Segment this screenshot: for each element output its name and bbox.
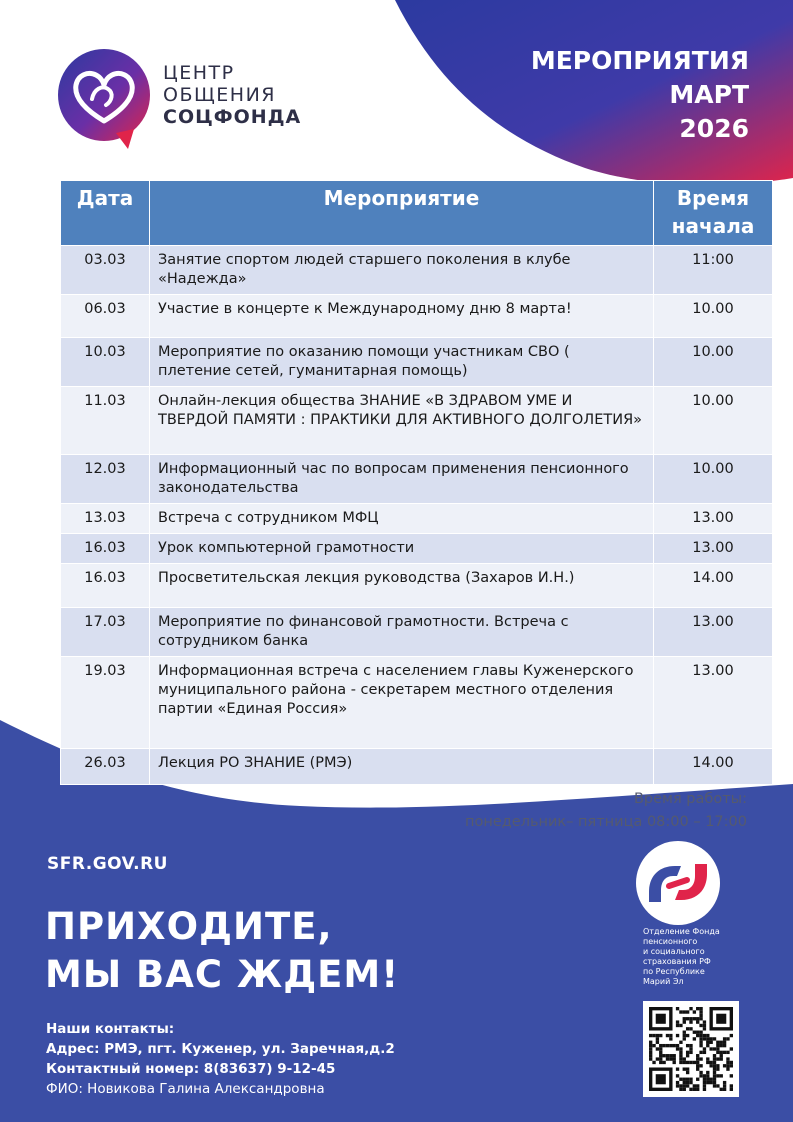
table-row xyxy=(61,387,773,455)
title-line-2: МАРТ xyxy=(669,80,749,109)
sfr-caption-line: страхования РФ xyxy=(643,957,711,966)
row-date: 03.03 xyxy=(61,246,150,295)
logo-wordmark xyxy=(163,62,301,128)
welcome-line-2: МЫ ВАС ЖДЕМ! xyxy=(45,953,400,996)
title-line-3: 2026 xyxy=(679,114,749,143)
row-date: 12.03 xyxy=(61,455,150,504)
row-time: 13.00 xyxy=(654,504,773,534)
row-event: Встреча с сотрудником МФЦ xyxy=(150,504,654,534)
qr-code xyxy=(643,1001,739,1097)
row-date: 19.03 xyxy=(61,657,150,749)
table-row xyxy=(61,455,773,504)
sfr-caption-line: и социального xyxy=(643,947,705,956)
logo-line-3: СОЦФОНДА xyxy=(163,106,302,128)
sfr-logo-icon xyxy=(635,840,721,926)
contacts-address: Адрес: РМЭ, пгт. Куженер, ул. Заречная,д.2 xyxy=(46,1041,395,1057)
row-time: 14.00 xyxy=(654,749,773,785)
row-event: Онлайн-лекция общества ЗНАНИЕ «В ЗДРАВОМ УМЕ И ТВЕРДОЙ ПАМЯТИ : ПРАКТИКИ ДЛЯ АКТИВНОГО ДОЛГОЛЕТИЯ» xyxy=(150,387,654,455)
sfr-caption xyxy=(643,927,753,987)
row-date: 17.03 xyxy=(61,608,150,657)
row-time: 11:00 xyxy=(654,246,773,295)
row-date: 16.03 xyxy=(61,534,150,564)
logo-line-1: ЦЕНТР xyxy=(163,62,235,84)
work-hours xyxy=(465,788,747,834)
row-time: 13.00 xyxy=(654,534,773,564)
row-event: Информационный час по вопросам применения пенсионного законодательства xyxy=(150,455,654,504)
row-event: Занятие спортом людей старшего поколения в клубе «Надежда» xyxy=(150,246,654,295)
work-hours-value: понедельник– пятница 08:00 – 17:00 xyxy=(465,814,747,830)
row-time: 13.00 xyxy=(654,608,773,657)
website-link[interactable]: SFR.GOV.RU xyxy=(47,854,168,874)
sfr-caption-line: по Республике xyxy=(643,967,705,976)
heart-speech-bubble-icon xyxy=(50,45,158,155)
table-row xyxy=(61,564,773,608)
sfr-caption-line: Марий Эл xyxy=(643,977,684,986)
sfr-caption-line: пенсионного xyxy=(643,937,698,946)
row-date: 10.03 xyxy=(61,338,150,387)
sfr-caption-line: Отделение Фонда xyxy=(643,927,720,936)
welcome-line-1: ПРИХОДИТЕ, xyxy=(45,905,333,948)
table-row xyxy=(61,246,773,295)
qr-code-icon xyxy=(643,1001,739,1097)
table-row xyxy=(61,534,773,564)
row-event: Информационная встреча с населением главы Куженерского муниципального района - секретарем местного отделения партии «Единая Россия» xyxy=(150,657,654,749)
table-row xyxy=(61,608,773,657)
table-row xyxy=(61,338,773,387)
contacts-block xyxy=(46,1019,395,1099)
contacts-heading: Наши контакты: xyxy=(46,1021,175,1037)
title-line-1: МЕРОПРИЯТИЯ xyxy=(530,46,749,75)
row-time: 10.00 xyxy=(654,295,773,338)
row-time: 10.00 xyxy=(654,387,773,455)
row-time: 10.00 xyxy=(654,338,773,387)
row-time: 10.00 xyxy=(654,455,773,504)
table-row xyxy=(61,295,773,338)
column-header-date: Дата xyxy=(61,181,150,246)
contacts-phone: Контактный номер: 8(83637) 9-12-45 xyxy=(46,1061,336,1077)
table-row xyxy=(61,657,773,749)
table-header-row xyxy=(61,181,773,246)
row-date: 26.03 xyxy=(61,749,150,785)
row-event: Участие в концерте к Международному дню 8 марта! xyxy=(150,295,654,338)
row-event: Лекция РО ЗНАНИЕ (РМЭ) xyxy=(150,749,654,785)
table-row xyxy=(61,504,773,534)
work-hours-label: Время работы: xyxy=(633,791,747,807)
row-date: 13.03 xyxy=(61,504,150,534)
column-header-event: Мероприятие xyxy=(150,181,654,246)
table-row xyxy=(61,749,773,785)
row-date: 06.03 xyxy=(61,295,150,338)
row-event: Мероприятие по финансовой грамотности. Встреча с сотрудником банка xyxy=(150,608,654,657)
events-table xyxy=(60,180,773,785)
welcome-slogan xyxy=(45,903,399,999)
column-header-time: Время начала xyxy=(654,181,773,246)
row-time: 14.00 xyxy=(654,564,773,608)
page-title xyxy=(531,44,749,146)
row-date: 16.03 xyxy=(61,564,150,608)
row-date: 11.03 xyxy=(61,387,150,455)
logo-line-2: ОБЩЕНИЯ xyxy=(163,84,276,106)
row-event: Мероприятие по оказанию помощи участникам СВО ( плетение сетей, гуманитарная помощь) xyxy=(150,338,654,387)
row-time: 13.00 xyxy=(654,657,773,749)
contacts-person: ФИО: Новикова Галина Александровна xyxy=(46,1081,325,1097)
row-event: Урок компьютерной грамотности xyxy=(150,534,654,564)
row-event: Просветительская лекция руководства (Захаров И.Н.) xyxy=(150,564,654,608)
